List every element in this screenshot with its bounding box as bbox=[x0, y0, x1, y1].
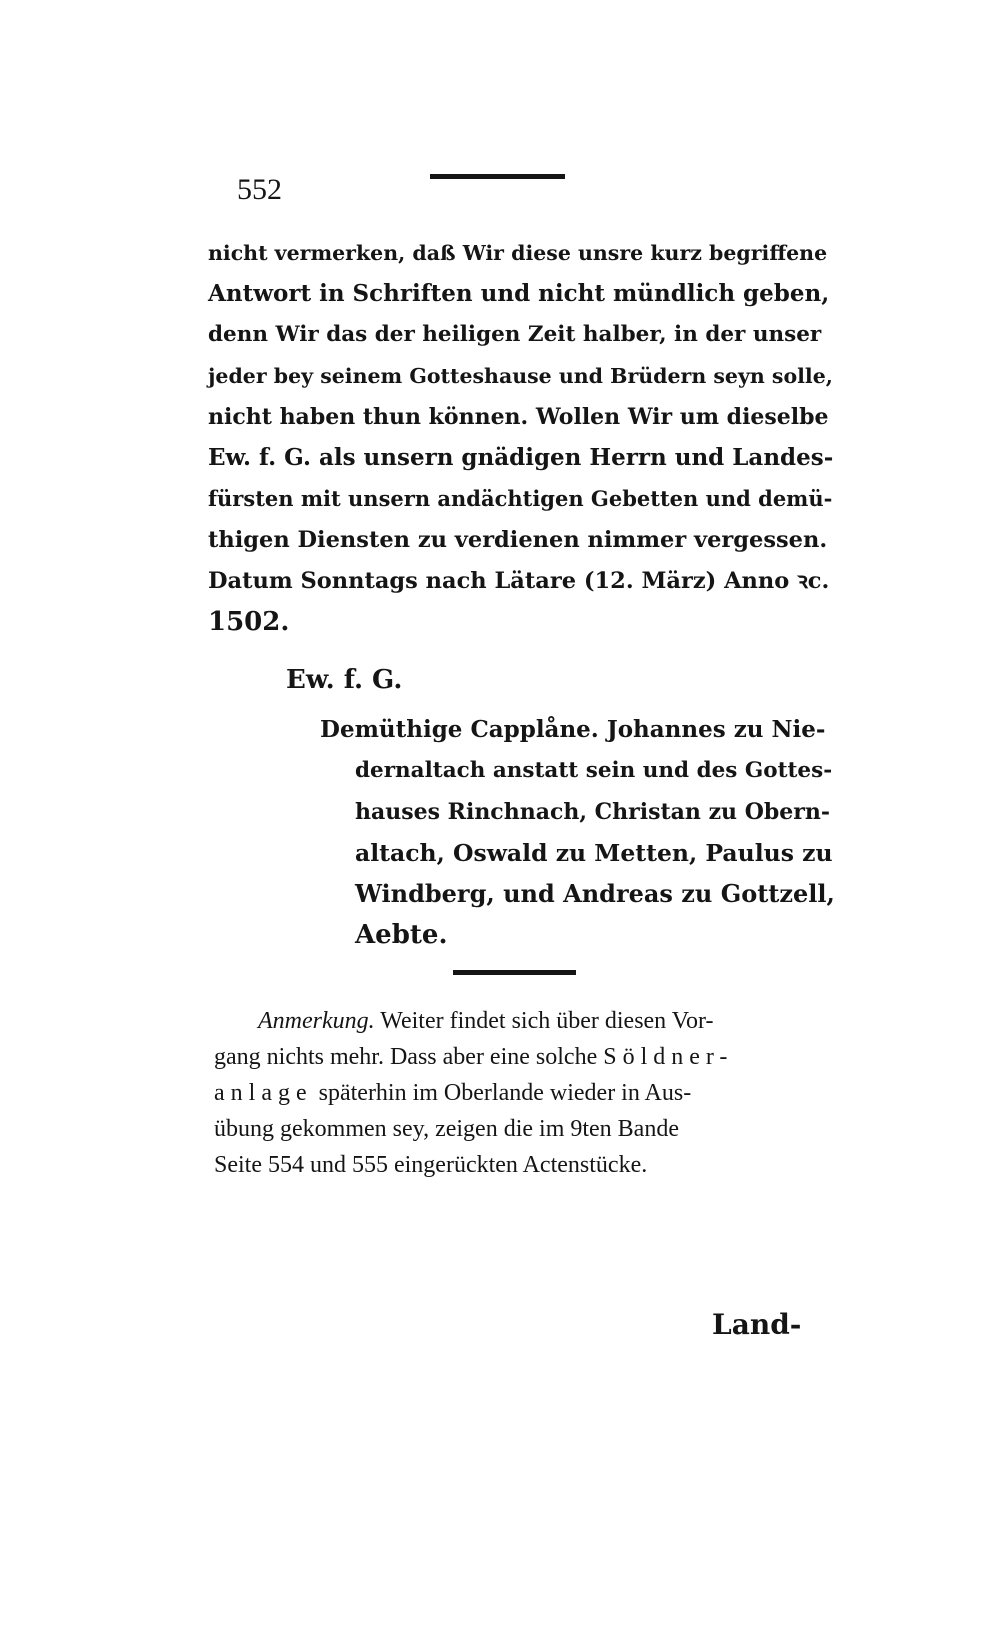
text-line: 1502. bbox=[208, 607, 290, 637]
note-line: übung gekommen sey, zeigen die im 9ten Bande bbox=[214, 1116, 679, 1142]
signature-line: hauses Rinchnach, Christan zu Obern- bbox=[355, 799, 830, 825]
signature-line: Demüthige Capplåne. Johannes zu Nie- bbox=[320, 716, 826, 743]
note-text-spaced: Söldner- bbox=[603, 1044, 734, 1070]
text-line: nicht vermerken, daß Wir diese unsre kurz begriffene bbox=[208, 241, 828, 265]
text-line: jeder bey seinem Gotteshause und Brüdern seyn solle, bbox=[208, 364, 833, 388]
note-text: späterhin im Oberlande wieder in Aus- bbox=[318, 1080, 692, 1106]
text-line: thigen Diensten zu verdienen nimmer vergessen. bbox=[208, 527, 828, 553]
signature-line: Windberg, und Andreas zu Gottzell, bbox=[355, 879, 835, 908]
text-line: Ew. f. G. als unsern gnädigen Herrn und Landes- bbox=[208, 444, 834, 471]
note-text: Weiter findet sich über diesen Vor- bbox=[380, 1008, 714, 1034]
note-line bbox=[258, 1003, 714, 1039]
note-line: Seite 554 und 555 eingerückten Actenstücke. bbox=[214, 1152, 648, 1178]
note-line bbox=[214, 1039, 733, 1075]
text-line: nicht haben thun können. Wollen Wir um dieselbe bbox=[208, 404, 829, 430]
note-line bbox=[214, 1075, 691, 1111]
signature-line: dernaltach anstatt sein und des Gottes- bbox=[355, 758, 833, 783]
note-text-spaced: anlage bbox=[214, 1080, 313, 1106]
catchword: Land- bbox=[712, 1308, 802, 1341]
text-line: fürsten mit unsern andächtigen Gebetten und demü- bbox=[208, 486, 833, 511]
section-rule bbox=[453, 970, 576, 975]
text-line: denn Wir das der heiligen Zeit halber, in der unser bbox=[208, 322, 822, 347]
note-text: gang nichts mehr. Dass aber eine solche bbox=[214, 1044, 598, 1070]
page-number: 552 bbox=[237, 173, 282, 206]
text-line: Datum Sonntags nach Lätare (12. März) Anno ꝛc. bbox=[208, 568, 830, 594]
signature-line: altach, Oswald zu Metten, Paulus zu bbox=[355, 839, 833, 867]
salutation: Ew. f. G. bbox=[286, 665, 403, 695]
header-rule bbox=[430, 174, 565, 179]
signature-line: Aebte. bbox=[355, 920, 448, 950]
text-line: Antwort in Schriften und nicht mündlich geben, bbox=[208, 280, 830, 307]
note-label: Anmerkung. bbox=[258, 1008, 375, 1034]
